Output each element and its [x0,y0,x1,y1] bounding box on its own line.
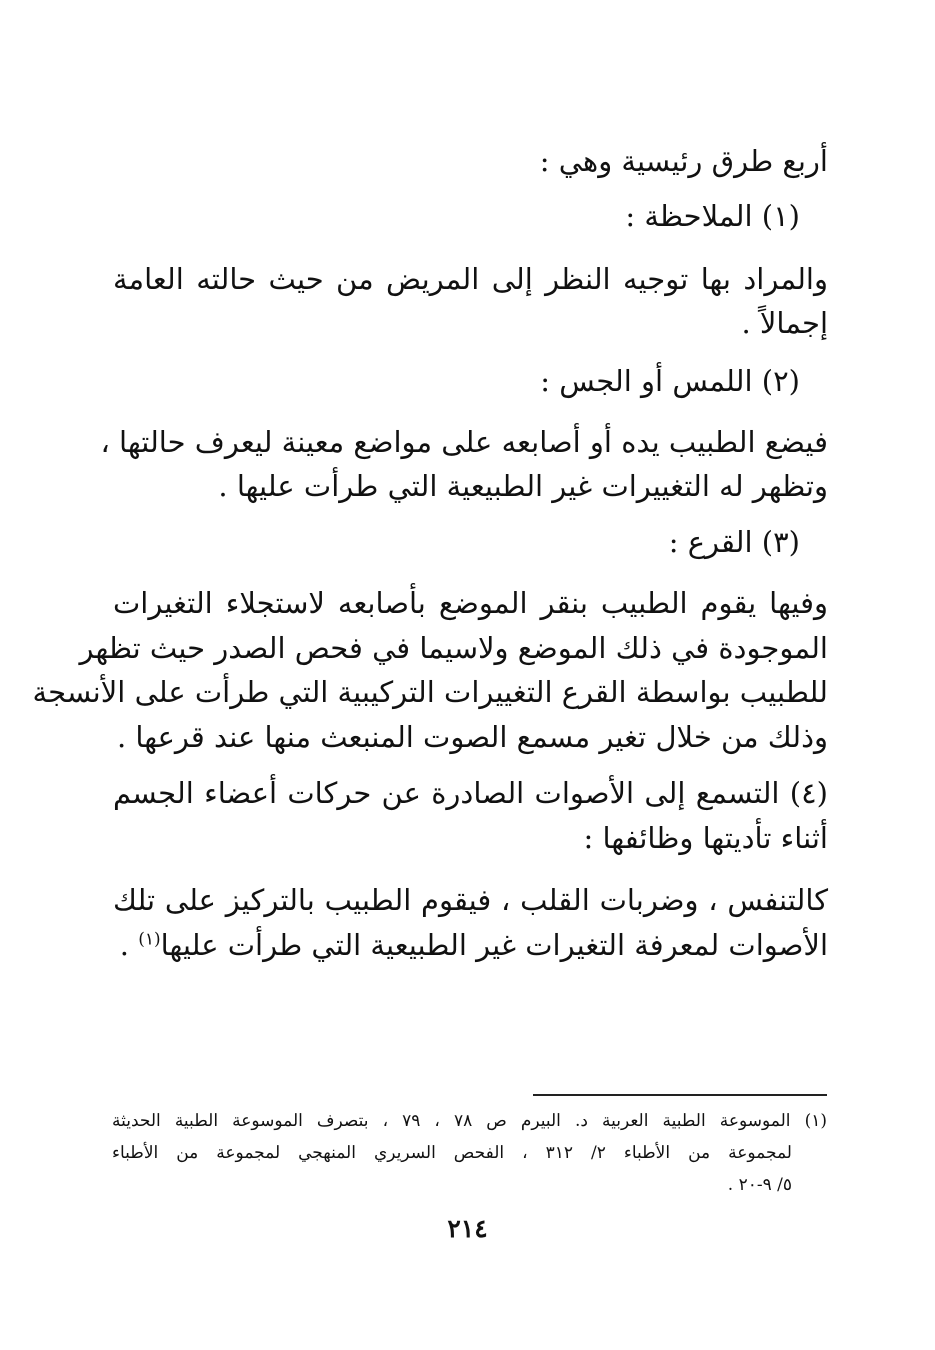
footnote-line-2: لمجموعة من الأطباء ٢/ ٣١٢ ، الفحص السريري المنهجي لمجموعة من الأطباء [112,1143,792,1163]
section-4-paragraph-line-2 [113,925,828,965]
section-4-paragraph-line-1: كالتنفس ، وضربات القلب ، فيقوم الطبيب بالتركيز على تلك [113,883,828,917]
section-4-heading-line-1: (٤) التسمع إلى الأصوات الصادرة عن حركات أعضاء الجسم [113,776,828,810]
section-3-paragraph-line-1: وفيها يقوم الطبيب بنقر الموضع بأصابعه لاستجلاء التغيرات [113,586,828,620]
footnote-reference: (١) [138,929,161,950]
section-3-heading: (٣) القرع : [668,525,800,559]
section-1-heading: (١) الملاحظة : [625,199,800,233]
page-number: ٢١٤ [447,1214,488,1243]
section-1-paragraph-line-1: والمراد بها توجيه النظر إلى المريض من حيث حالته العامة [113,262,828,296]
section-2-paragraph-line-2: وتظهر له التغييرات غير الطبيعية التي طرأت عليها . [218,469,828,503]
section-4-heading-line-2: أثناء تأديتها وظائفها : [583,821,828,855]
footnote-divider [533,1094,827,1096]
section-1-paragraph-line-2: إجمالاً . [741,306,828,340]
section-4-paragraph-line-2-text: الأصوات لمعرفة التغيرات غير الطبيعية التي طرأت عليها [160,928,828,962]
section-2-paragraph-line-1: فيضع الطبيب يده أو أصابعه على مواضع معينة ليعرف حالتها ، [100,425,828,459]
footnote-line-1: (١) الموسوعة الطبية العربية د. البيرم ص ٧٨ ، ٧٩ ، بتصرف الموسوعة الطبية الحديثة [112,1111,827,1131]
section-4-paragraph-line-2-end: . [119,928,139,962]
intro-line: أربع طرق رئيسية وهي : [539,144,828,178]
section-3-paragraph-line-4: وذلك من خلال تغير مسمع الصوت المنبعث منها عند قرعها . [116,720,828,754]
section-2-heading: (٢) اللمس أو الجس : [540,364,800,398]
footnote-line-3: ٥/ ٩-٢٠ . [727,1175,792,1195]
section-3-paragraph-line-2: الموجودة في ذلك الموضع ولاسيما في فحص الصدر حيث تظهر [79,631,828,665]
section-3-paragraph-line-3: للطبيب بواسطة القرع التغييرات التركيبية التي طرأت على الأنسجة [32,675,828,709]
